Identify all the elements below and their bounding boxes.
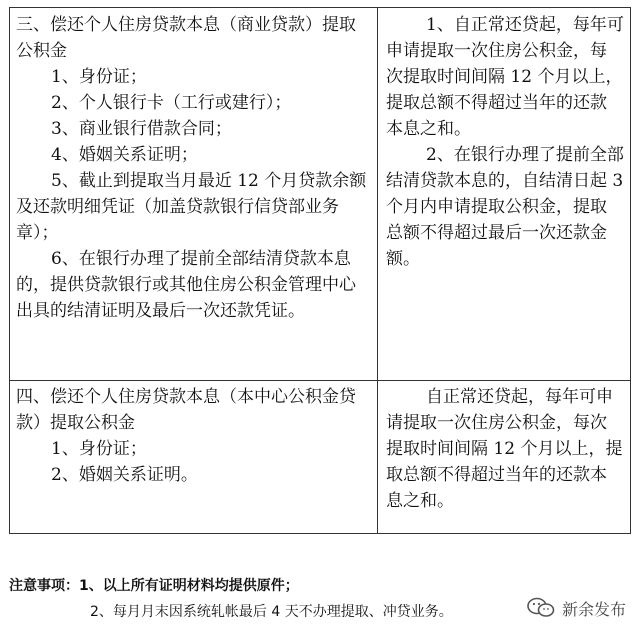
condition-text: 请提取一次住房公积金，每次 — [386, 413, 607, 433]
watermark — [526, 596, 626, 620]
section-heading-cont: 公积金 — [16, 41, 67, 61]
condition-text: 总额不得超过最后一次还款金 — [386, 223, 607, 243]
requirements-cell — [10, 380, 378, 534]
condition-text: 结清贷款本息的，自结清日起 3 — [386, 171, 624, 191]
list-item: 3、商业银行借款合同； — [51, 119, 232, 139]
list-item-cont: 的，提供贷款银行或其他住房公积金管理中心 — [16, 275, 356, 295]
notes-section — [9, 573, 569, 625]
condition-text: 提取总额不得超过当年的还款 — [386, 93, 607, 113]
conditions-cell — [378, 380, 630, 534]
condition-text: 1、自正常还贷起，每年可 — [426, 15, 624, 35]
condition-text: 申请提取一次住房公积金，每 — [386, 41, 607, 61]
list-item: 4、婚姻关系证明； — [51, 145, 198, 165]
condition-text: 息之和。 — [386, 491, 454, 511]
list-item: 2、个人银行卡（工行或建行）； — [51, 93, 292, 113]
note-item: 1、以上所有证明材料均提供原件； — [79, 578, 299, 594]
condition-text: 额。 — [386, 249, 420, 269]
notes-label: 注意事项： — [9, 578, 79, 594]
section-heading: 三、偿还个人住房贷款本息（商业贷款）提取 — [16, 15, 356, 35]
section-heading-cont: 款）提取公积金 — [16, 413, 135, 433]
condition-text: 提取时间间隔 12 个月以上，提 — [386, 439, 623, 459]
list-item: 1、身份证； — [51, 439, 147, 459]
list-item: 2、婚姻关系证明。 — [51, 465, 198, 485]
condition-text: 2、在银行办理了提前全部 — [426, 145, 624, 165]
requirements-table — [9, 7, 631, 534]
list-item-cont: 出具的结清证明及最后一次还款凭证。 — [16, 301, 305, 321]
list-item: 5、截止到提取当月最近 12 个月贷款余额 — [51, 171, 367, 191]
list-item-cont: 章）； — [16, 223, 59, 243]
table-row — [10, 380, 630, 534]
list-item: 1、身份证； — [51, 67, 147, 87]
conditions-cell — [378, 8, 630, 380]
condition-text: 个月内申请提取公积金，提取 — [386, 197, 607, 217]
wechat-icon — [526, 596, 556, 620]
condition-text: 本息之和。 — [386, 119, 471, 139]
condition-text: 自正常还贷起，每年可申 — [426, 387, 613, 407]
list-item-cont: 及还款明细凭证（加盖贷款银行信贷部业务 — [16, 197, 339, 217]
condition-text: 取总额不得超过当年的还款本 — [386, 465, 607, 485]
table-row — [10, 8, 630, 381]
condition-text: 次提取时间间隔 12 个月以上， — [386, 67, 623, 87]
section-heading: 四、偿还个人住房贷款本息（本中心公积金贷 — [16, 387, 356, 407]
note-line — [9, 573, 569, 599]
watermark-text: 新余发布 — [561, 599, 626, 619]
list-item: 6、在银行办理了提前全部结清贷款本息 — [51, 249, 351, 269]
note-item: 2、每月月末因系统轧帐最后 4 天不办理提取、冲贷业务。 — [90, 604, 453, 620]
requirements-cell — [10, 8, 378, 380]
